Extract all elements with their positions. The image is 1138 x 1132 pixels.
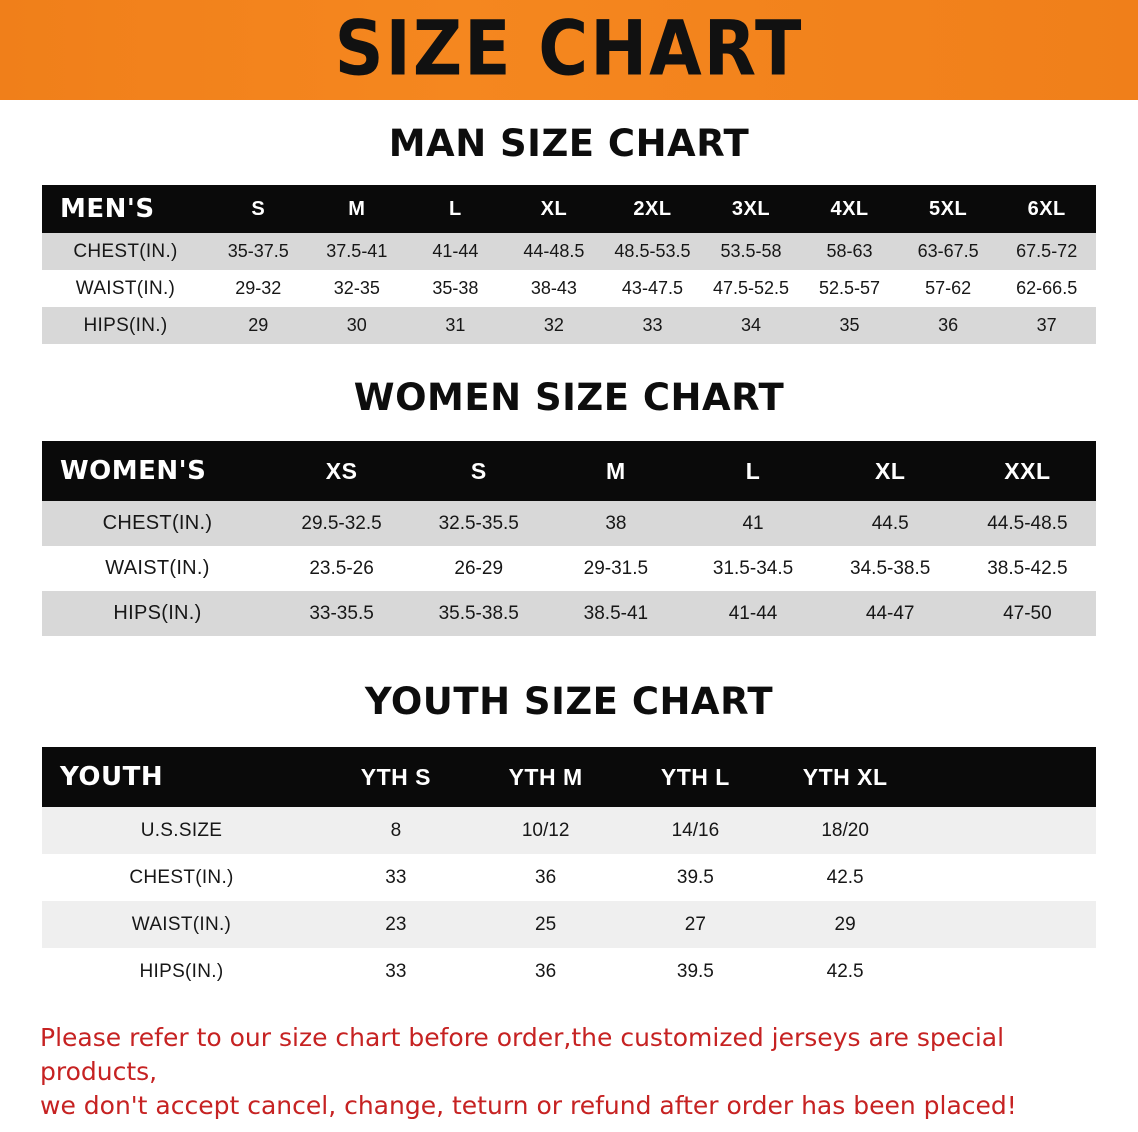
man-cell-0-0: 35-37.5: [227, 241, 289, 261]
women-table-body: [42, 501, 1096, 636]
youth-cell-2-2: 27: [684, 913, 706, 935]
man-cell-0-4: 48.5-53.5: [614, 241, 691, 261]
women-cell-2-3: 41-44: [728, 602, 778, 624]
women-row-0-label: CHEST(IN.): [102, 512, 213, 534]
disclaimer-line-2: we don't accept cancel, change, teturn or refund after order has been placed!: [40, 1090, 1017, 1120]
man-col-1: M: [348, 197, 366, 220]
youth-cell-1-3: 42.5: [826, 866, 864, 888]
man-table-body: [42, 233, 1096, 344]
man-cell-0-2: 41-44: [432, 241, 479, 261]
man-cell-0-5: 53.5-58: [720, 241, 782, 261]
women-col-0: XS: [325, 457, 358, 484]
women-size-table: [42, 441, 1096, 636]
youth-col-1: YTH M: [508, 763, 583, 790]
table-row: [42, 854, 1096, 901]
women-cell-1-4: 34.5-38.5: [850, 557, 931, 579]
youth-row-3-label: HIPS(IN.): [139, 960, 224, 982]
women-col-4: XL: [875, 457, 906, 484]
man-cell-1-2: 35-38: [432, 278, 479, 298]
women-col-3: L: [745, 457, 761, 484]
man-cell-1-6: 52.5-57: [819, 278, 881, 298]
youth-cell-1-2: 39.5: [676, 866, 714, 888]
youth-cell-2-spacer: [920, 901, 1096, 948]
women-cell-1-0: 23.5-26: [309, 557, 374, 579]
women-cell-0-3: 41: [742, 512, 764, 534]
women-cell-0-4: 44.5: [871, 512, 909, 534]
man-row-1-label: WAIST(IN.): [75, 277, 176, 299]
man-col-5: 3XL: [731, 197, 771, 220]
man-cell-0-7: 63-67.5: [917, 241, 979, 261]
table-row: [42, 233, 1096, 270]
youth-col-2: YTH L: [660, 763, 730, 790]
man-cell-1-5: 47.5-52.5: [712, 278, 790, 298]
table-row: [42, 501, 1096, 546]
man-section-title: MAN SIZE CHART: [388, 122, 750, 165]
table-row: [42, 307, 1096, 344]
women-cell-1-3: 31.5-34.5: [712, 557, 794, 579]
women-cell-0-0: 29.5-32.5: [301, 512, 382, 534]
man-cell-2-6: 35: [839, 315, 860, 335]
man-col-0: S: [251, 197, 266, 220]
man-cell-2-4: 33: [642, 315, 663, 335]
man-col-3: XL: [540, 197, 568, 220]
youth-cell-1-spacer: [920, 854, 1096, 901]
man-cell-1-0: 29-32: [235, 278, 282, 298]
women-cell-0-2: 38: [605, 512, 627, 534]
table-row: [42, 546, 1096, 591]
man-cell-0-6: 58-63: [826, 241, 873, 261]
youth-cell-0-3: 18/20: [821, 819, 869, 841]
women-section-title: WOMEN SIZE CHART: [353, 376, 785, 419]
youth-section-title: YOUTH SIZE CHART: [364, 680, 774, 723]
youth-cell-3-3: 42.5: [826, 960, 864, 982]
youth-cell-3-0: 33: [385, 960, 407, 982]
man-col-6: 4XL: [830, 197, 869, 220]
disclaimer-note: [40, 1021, 1098, 1122]
man-cell-2-3: 32: [543, 315, 564, 335]
women-cell-1-5: 38.5-42.5: [987, 557, 1068, 579]
page-title: SIZE CHART: [334, 5, 804, 94]
youth-col-spacer: [920, 747, 1096, 807]
youth-cell-0-0: 8: [390, 819, 402, 841]
youth-row-0-label: U.S.SIZE: [140, 819, 223, 841]
man-corner-label: MEN'S: [60, 194, 155, 224]
youth-cell-1-1: 36: [535, 866, 557, 888]
women-cell-2-2: 38.5-41: [583, 602, 649, 624]
man-col-4: 2XL: [633, 197, 672, 220]
youth-cell-0-2: 14/16: [671, 819, 720, 841]
man-col-2: L: [449, 197, 462, 220]
women-table-header: [42, 441, 1096, 501]
table-header-row: [42, 185, 1096, 233]
youth-cell-1-0: 33: [385, 866, 407, 888]
man-cell-1-3: 38-43: [530, 278, 577, 298]
table-row: [42, 901, 1096, 948]
women-cell-0-5: 44.5-48.5: [987, 512, 1068, 534]
youth-cell-2-1: 25: [535, 913, 557, 935]
man-table-header: [42, 185, 1096, 233]
youth-table-header: [42, 747, 1096, 807]
youth-cell-3-1: 36: [535, 960, 557, 982]
table-row: [42, 948, 1096, 995]
man-row-0-label: CHEST(IN.): [73, 240, 178, 262]
women-cell-0-1: 32.5-35.5: [438, 512, 519, 534]
table-row: [42, 591, 1096, 636]
women-col-2: M: [606, 457, 626, 484]
header-banner: [0, 0, 1138, 100]
table-header-row: [42, 747, 1096, 807]
women-cell-2-1: 35.5-38.5: [438, 602, 519, 624]
youth-cell-3-spacer: [920, 948, 1096, 995]
youth-cell-2-0: 23: [385, 913, 407, 935]
women-cell-2-0: 33-35.5: [309, 602, 374, 624]
man-size-table: [42, 185, 1096, 344]
table-row: [42, 270, 1096, 307]
table-header-row: [42, 441, 1096, 501]
youth-table-wrapper: [42, 747, 1096, 995]
man-col-7: 5XL: [929, 197, 968, 220]
women-row-1-label: WAIST(IN.): [105, 557, 210, 579]
man-col-8: 6XL: [1027, 197, 1066, 220]
youth-row-1-label: CHEST(IN.): [129, 866, 234, 888]
women-corner-label: WOMEN'S: [60, 456, 207, 486]
women-row-2-label: HIPS(IN.): [113, 602, 202, 624]
youth-cell-0-1: 10/12: [521, 819, 570, 841]
man-cell-2-0: 29: [248, 315, 269, 335]
women-col-1: S: [470, 457, 487, 484]
women-col-5: XXL: [1004, 457, 1051, 484]
man-cell-1-7: 57-62: [925, 278, 972, 298]
man-table-wrapper: [42, 185, 1096, 344]
man-cell-2-5: 34: [740, 315, 762, 335]
man-row-2-label: HIPS(IN.): [83, 314, 168, 336]
man-cell-0-1: 37.5-41: [326, 241, 388, 261]
disclaimer-line-1: Please refer to our size chart before order,the customized jerseys are special products,: [40, 1023, 1005, 1086]
youth-row-2-label: WAIST(IN.): [131, 913, 232, 935]
man-cell-0-8: 67.5-72: [1016, 241, 1078, 261]
youth-cell-0-spacer: [920, 807, 1096, 854]
youth-col-0: YTH S: [360, 763, 431, 790]
man-cell-2-7: 36: [938, 315, 959, 335]
women-cell-2-4: 44-47: [865, 602, 915, 624]
youth-cell-2-3: 29: [834, 913, 856, 935]
man-cell-1-8: 62-66.5: [1016, 278, 1078, 298]
man-cell-2-2: 31: [445, 315, 466, 335]
man-cell-1-1: 32-35: [333, 278, 380, 298]
youth-cell-3-2: 39.5: [676, 960, 714, 982]
man-cell-0-3: 44-48.5: [523, 241, 585, 261]
youth-col-3: YTH XL: [802, 763, 888, 790]
women-cell-2-5: 47-50: [1003, 602, 1052, 624]
table-row: [42, 807, 1096, 854]
youth-table-body: [42, 807, 1096, 995]
man-cell-2-8: 37: [1036, 315, 1057, 335]
women-table-wrapper: [42, 441, 1096, 636]
women-cell-1-1: 26-29: [454, 557, 504, 579]
youth-size-table: [42, 747, 1096, 995]
women-cell-1-2: 29-31.5: [583, 557, 649, 579]
man-cell-2-1: 30: [346, 315, 367, 335]
man-cell-1-4: 43-47.5: [621, 278, 683, 298]
youth-corner-label: YOUTH: [60, 762, 164, 792]
